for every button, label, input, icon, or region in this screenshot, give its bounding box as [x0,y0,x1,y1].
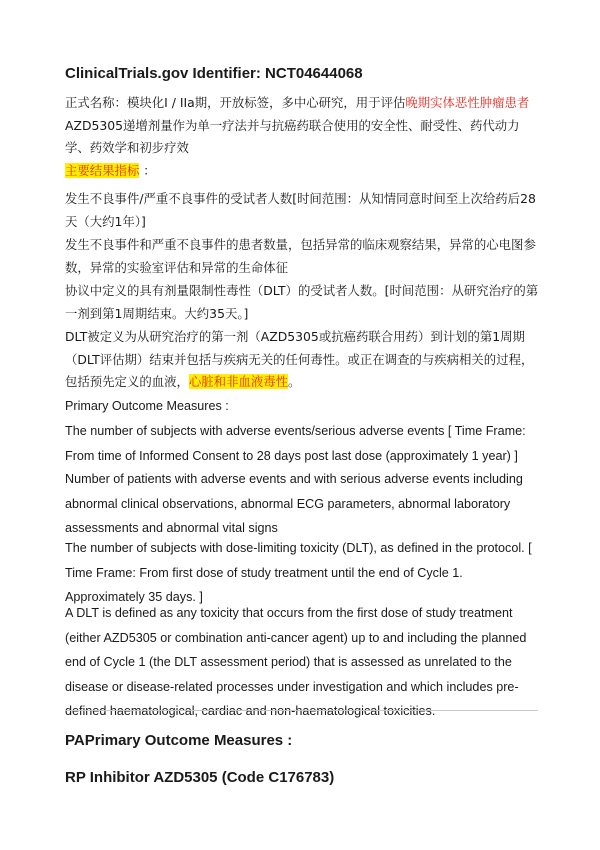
cn-outcome-paragraph-3: 协议中定义的具有剂量限制性毒性（DLT）的受试者人数。[时间范围：从研究治疗的第一剂到第1周期结束。大约35天。] [65,283,539,321]
cn-outcome-paragraph-4 [65,326,540,394]
cn-outcome-paragraph-1: 发生不良事件/严重不良事件的受试者人数[时间范围：从知情同意时间至上次给药后28天（大约1年）] [65,191,536,229]
primary-outcome-cn-label-line [65,160,540,183]
page-title: ClinicalTrials.gov Identifier: NCT04644068 [65,65,363,82]
en-outcome-paragraph-3: The number of subjects with dose-limiting toxicity (DLT), as defined in the protocol. [ Time Frame: From first dose of study treatment until the end of Cycle 1. Approximately 35 days. ] [65,541,532,604]
section-divider [65,710,538,711]
cn-p4-highlight: 心脏和非血液毒性 [188,374,289,389]
official-title-highlight: 晚期实体恶性肿瘤患者 [405,95,530,110]
cn-p4-text: DLT被定义为从研究治疗的第一剂（AZD5305或抗癌药联合用药）到计划的第1周期（DLT评估期）结束并包括与疾病无关的任何毒性。或正在调查的与疾病相关的过程，包括预先定义的血液， [65,329,534,389]
primary-outcome-cn-suffix: ： [139,163,156,178]
cn-p4-end: 。 [288,374,301,389]
cn-outcome-paragraph-2: 发生不良事件和严重不良事件的患者数量，包括异常的临床观察结果，异常的心电图参数，异常的实验室评估和异常的生命体征 [65,237,536,275]
en-outcome-paragraph-2: Number of patients with adverse events and with serious adverse events including abnormal clinical observations, abnormal ECG parameters, abnormal laboratory assessments and abnormal vital signs [65,472,523,535]
footer-heading-primary-outcome: PAPrimary Outcome Measures : [65,732,293,749]
footer-heading-inhibitor: RP Inhibitor AZD5305 (Code C176783) [65,769,335,786]
official-title-part2: AZD5305递增剂量作为单一疗法并与抗癌药联合使用的安全性、耐受性、药代动力学、药效学和初步疗效 [65,117,520,155]
en-primary-outcome-heading: Primary Outcome Measures : [65,399,229,413]
primary-outcome-cn-label: 主要结果指标 [65,163,140,178]
official-title-part1: 正式名称：模块化I / IIa期，开放标签，多中心研究，用于评估 [65,95,406,110]
official-title-paragraph [65,92,540,160]
en-outcome-paragraph-1: The number of subjects with adverse events/serious adverse events [ Time Frame: From time of Informed Consent to 28 days post last dose (approximately 1 year) ] [65,424,526,463]
en-outcome-paragraph-4: A DLT is defined as any toxicity that occurs from the first dose of study treatment (either AZD5305 or combination anti-cancer agent) up to and including the planned end of Cycle 1 (the DLT assessment period) that is assessed as unrelated to the disease or disease-related processes under investigation and which includes pre-defined haematological, cardiac and non-haematological toxicities. [65,606,527,718]
